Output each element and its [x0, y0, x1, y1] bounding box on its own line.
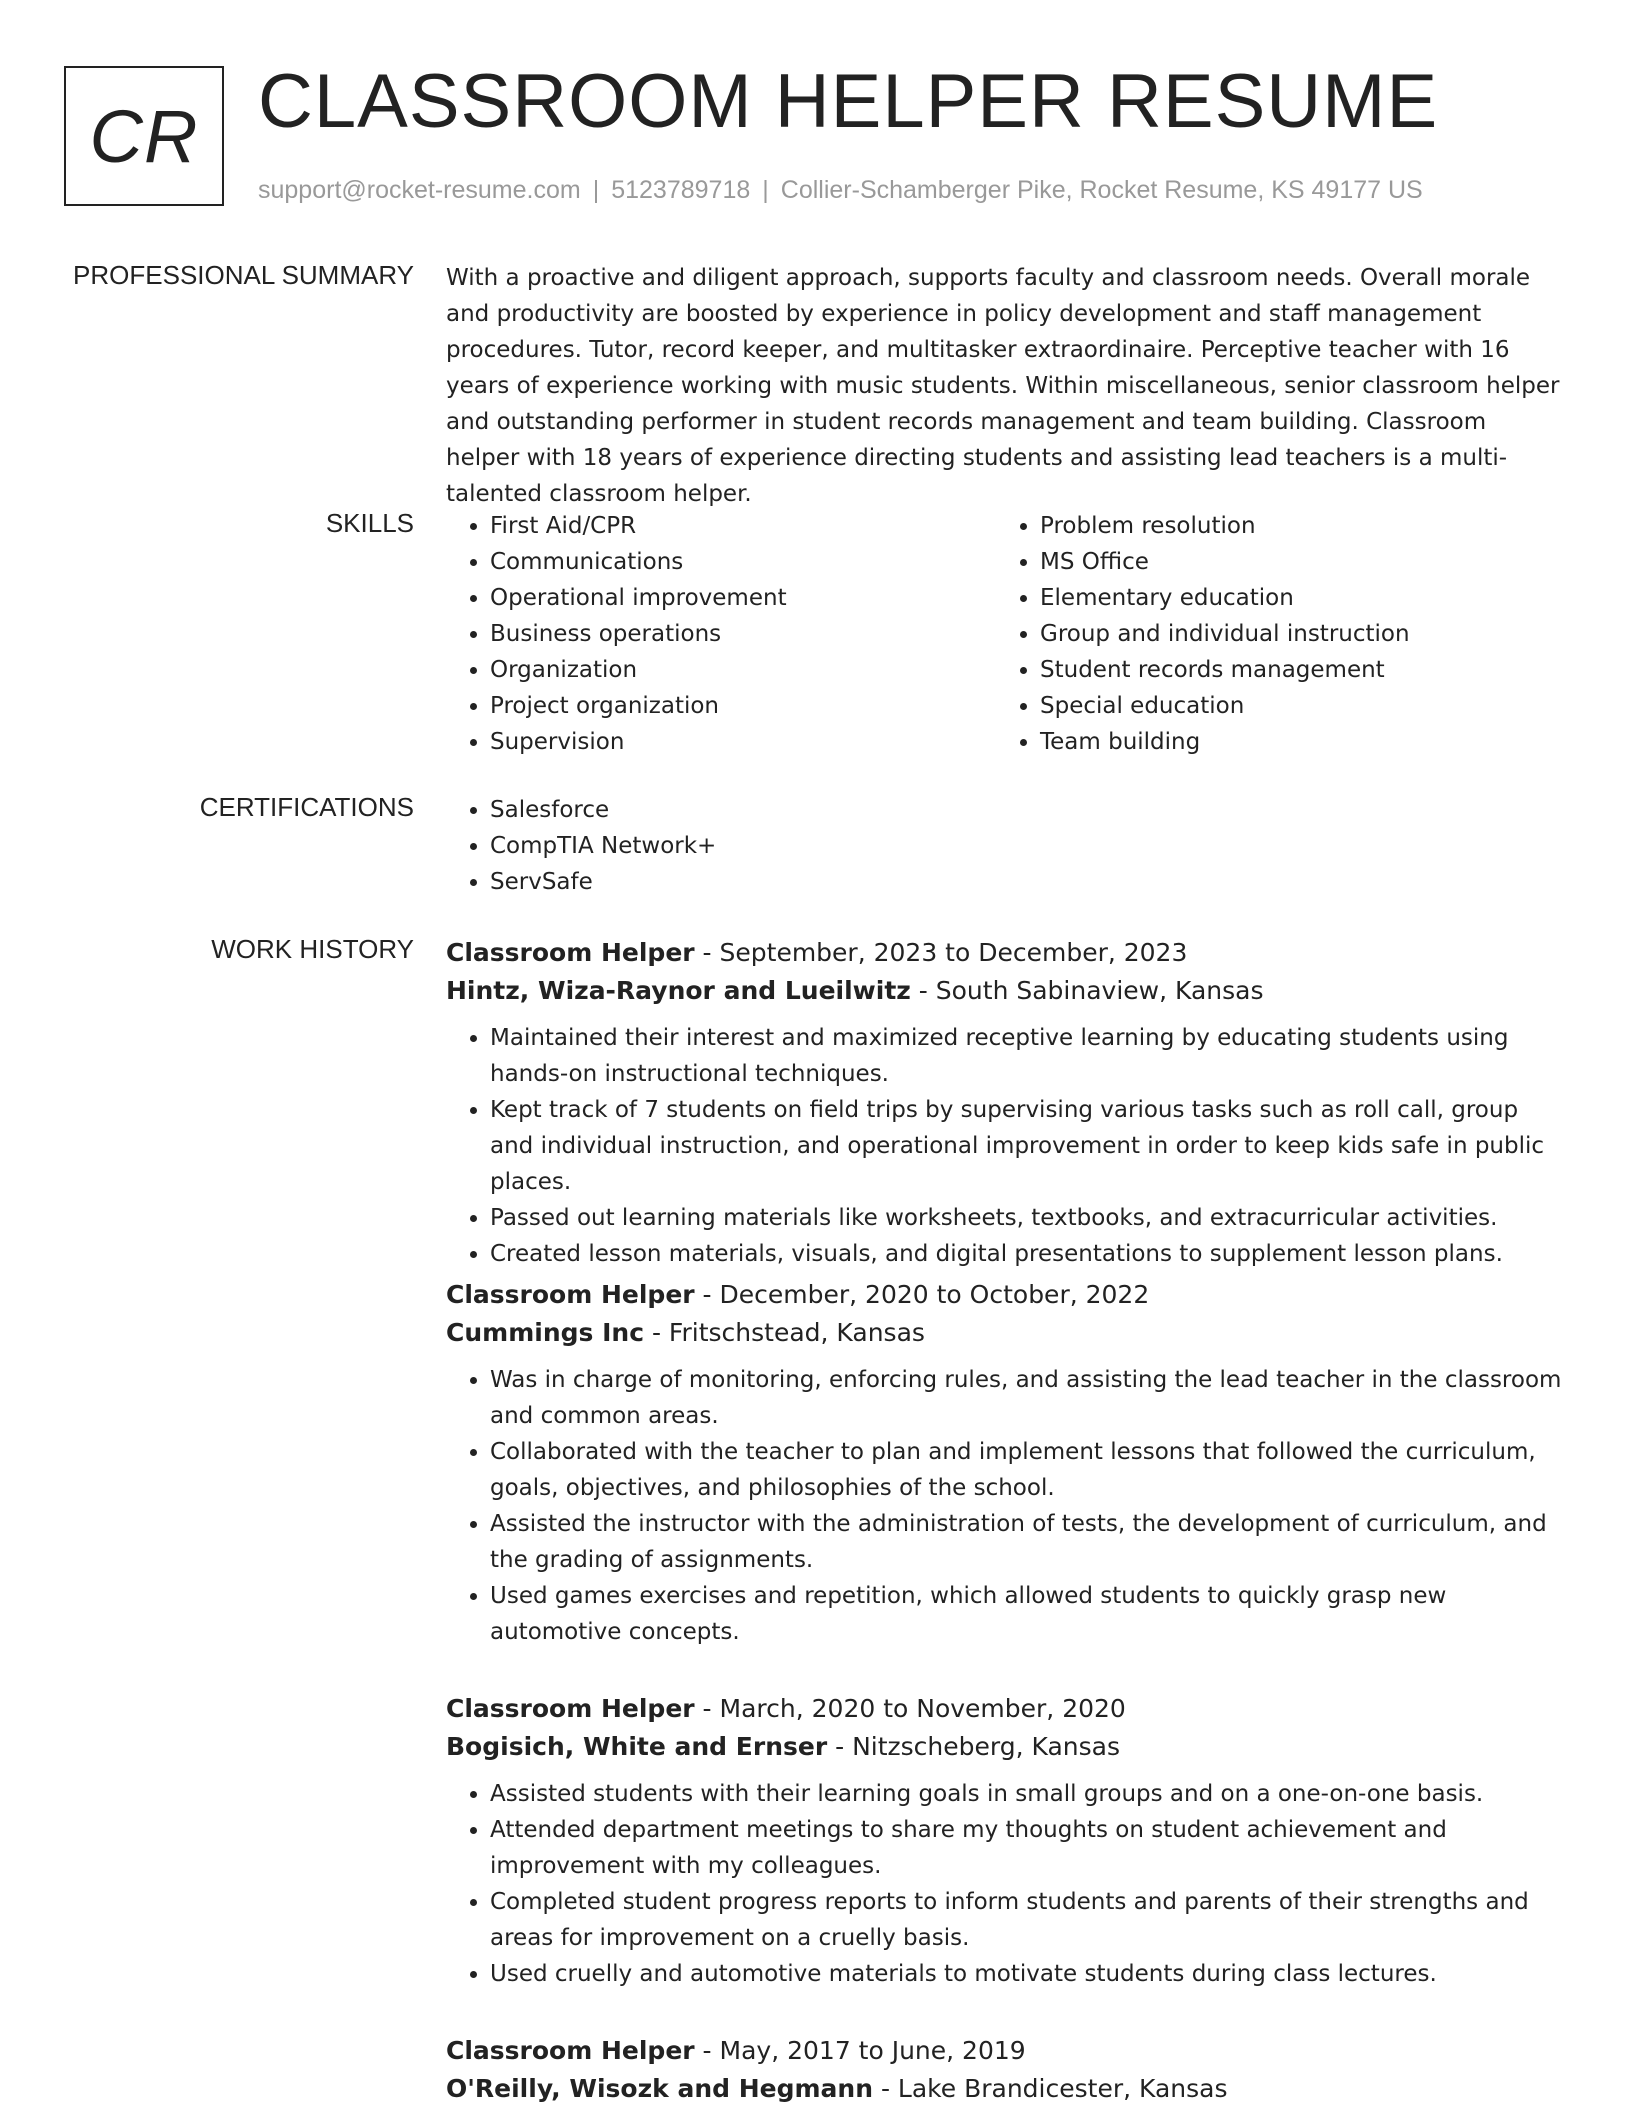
job-company-line	[446, 1728, 1566, 1766]
contact-separator: |	[762, 176, 769, 204]
job-bullet: • Kept track of 7 students on field trips by supervising various tasks such as roll call, group and individual instruction, and operational improvement in order to keep kids safe in public places.	[490, 1092, 1566, 1200]
job-bullet: • Used games exercises and repetition, which allowed students to quickly grasp new automotive concepts.	[490, 1578, 1566, 1650]
summary-text: With a proactive and diligent approach, supports faculty and classroom needs. Overall morale and productivity are boosted by experience in policy development and staff management procedures. Tutor, record keeper, and multitasker extraordinaire. Perceptive teacher with 16 years of experience working with music students. Within miscellaneous, senior classroom helper and outstanding performer in student records management and team building. Classroom helper with 18 years of experience directing students and assisting lead teachers is a multi-talented classroom helper.	[446, 265, 1560, 507]
job-location: - Nitzscheberg, Kansas	[827, 1732, 1120, 1761]
job-location: - South Sabinaview, Kansas	[910, 976, 1264, 1005]
skill-item: • MS Office	[1040, 544, 1516, 580]
job-bullet: • Used cruelly and automotive materials to motivate students during class lectures.	[490, 1956, 1566, 1992]
job-location: - Fritschstead, Kansas	[644, 1318, 925, 1347]
skill-item: • Operational improvement	[490, 580, 966, 616]
skill-item: • Supervision	[490, 724, 966, 760]
job-company-line	[446, 1314, 1566, 1352]
skill-item: • Project organization	[490, 688, 966, 724]
skill-item: • Business operations	[490, 616, 966, 652]
skill-item: • Team building	[1040, 724, 1516, 760]
skill-item: • Problem resolution	[1040, 508, 1516, 544]
job-bullet: • Maintained their interest and maximized receptive learning by educating students using hands-on instructional techniques.	[490, 1020, 1566, 1092]
skill-item: • First Aid/CPR	[490, 508, 966, 544]
contact-phone[interactable]: 5123789718	[611, 176, 751, 204]
job-bullet: • Created lesson materials, visuals, and digital presentations to supplement lesson plans.	[490, 1236, 1566, 1272]
job-entry	[446, 1690, 1566, 1992]
job-company: Bogisich, White and Ernser	[446, 1732, 828, 1761]
job-title-line	[446, 1276, 1566, 1314]
job-title-line	[446, 934, 1566, 972]
job-title-line	[446, 2032, 1566, 2070]
job-title: Classroom Helper	[446, 938, 695, 967]
job-title-line	[446, 1690, 1566, 1728]
job-title: Classroom Helper	[446, 2036, 695, 2065]
section-label-skills: SKILLS	[325, 508, 414, 538]
skill-item: • Elementary education	[1040, 580, 1516, 616]
contact-line	[258, 176, 1423, 205]
job-company-line	[446, 972, 1566, 1010]
job-company: Hintz, Wiza-Raynor and Lueilwitz	[446, 976, 911, 1005]
skill-item: • Communications	[490, 544, 966, 580]
skill-item: • Organization	[490, 652, 966, 688]
job-bullet: • Assisted the instructor with the administration of tests, the development of curriculum, and the grading of assignments.	[490, 1506, 1566, 1578]
job-bullet: • Completed student progress reports to inform students and parents of their strengths and areas for improvement on a cruelly basis.	[490, 1884, 1566, 1956]
job-title: Classroom Helper	[446, 1694, 695, 1723]
section-label-work-history: WORK HISTORY	[211, 934, 414, 964]
job-dates: - December, 2020 to October, 2022	[694, 1280, 1150, 1309]
job-bullet: • Attended department meetings to share my thoughts on student achievement and improvement with my colleagues.	[490, 1812, 1566, 1884]
skill-item: • Group and individual instruction	[1040, 616, 1516, 652]
contact-separator: |	[592, 176, 600, 204]
resume-header	[0, 0, 1632, 240]
job-title: Classroom Helper	[446, 1280, 695, 1309]
job-location: - Lake Brandicester, Kansas	[873, 2074, 1228, 2103]
skills-column-right	[996, 508, 1516, 760]
job-entry	[446, 2032, 1566, 2108]
job-entry	[446, 1276, 1566, 1650]
job-bullet: • Passed out learning materials like worksheets, textbooks, and extracurricular activities.	[490, 1200, 1566, 1236]
job-dates: - May, 2017 to June, 2019	[694, 2036, 1026, 2065]
resume-title: CLASSROOM HELPER RESUME	[258, 59, 1439, 144]
contact-email[interactable]: support@rocket-resume.com	[258, 176, 581, 204]
job-entry	[446, 934, 1566, 1272]
job-bullet: • Collaborated with the teacher to plan and implement lessons that followed the curriculum, goals, objectives, and philosophies of the school.	[490, 1434, 1566, 1506]
job-company: O'Reilly, Wisozk and Hegmann	[446, 2074, 874, 2103]
certification-item: • Salesforce	[490, 792, 1566, 828]
certification-item: • ServSafe	[490, 864, 1566, 900]
skill-item: • Special education	[1040, 688, 1516, 724]
monogram-logo: CR	[64, 66, 224, 206]
job-dates: - September, 2023 to December, 2023	[694, 938, 1188, 967]
skills-column-left	[446, 508, 966, 760]
skill-item: • Student records management	[1040, 652, 1516, 688]
section-label-certifications: CERTIFICATIONS	[199, 792, 414, 822]
job-company: Cummings Inc	[446, 1318, 645, 1347]
job-bullet: • Assisted students with their learning goals in small groups and on a one-on-one basis.	[490, 1776, 1566, 1812]
section-label-summary: PROFESSIONAL SUMMARY	[73, 260, 414, 290]
contact-address: Collier-Schamberger Pike, Rocket Resume, KS 49177 US	[780, 176, 1423, 204]
job-bullet: • Was in charge of monitoring, enforcing rules, and assisting the lead teacher in the classroom and common areas.	[490, 1362, 1566, 1434]
job-dates: - March, 2020 to November, 2020	[694, 1694, 1126, 1723]
certification-item: • CompTIA Network+	[490, 828, 1566, 864]
job-company-line	[446, 2070, 1566, 2108]
